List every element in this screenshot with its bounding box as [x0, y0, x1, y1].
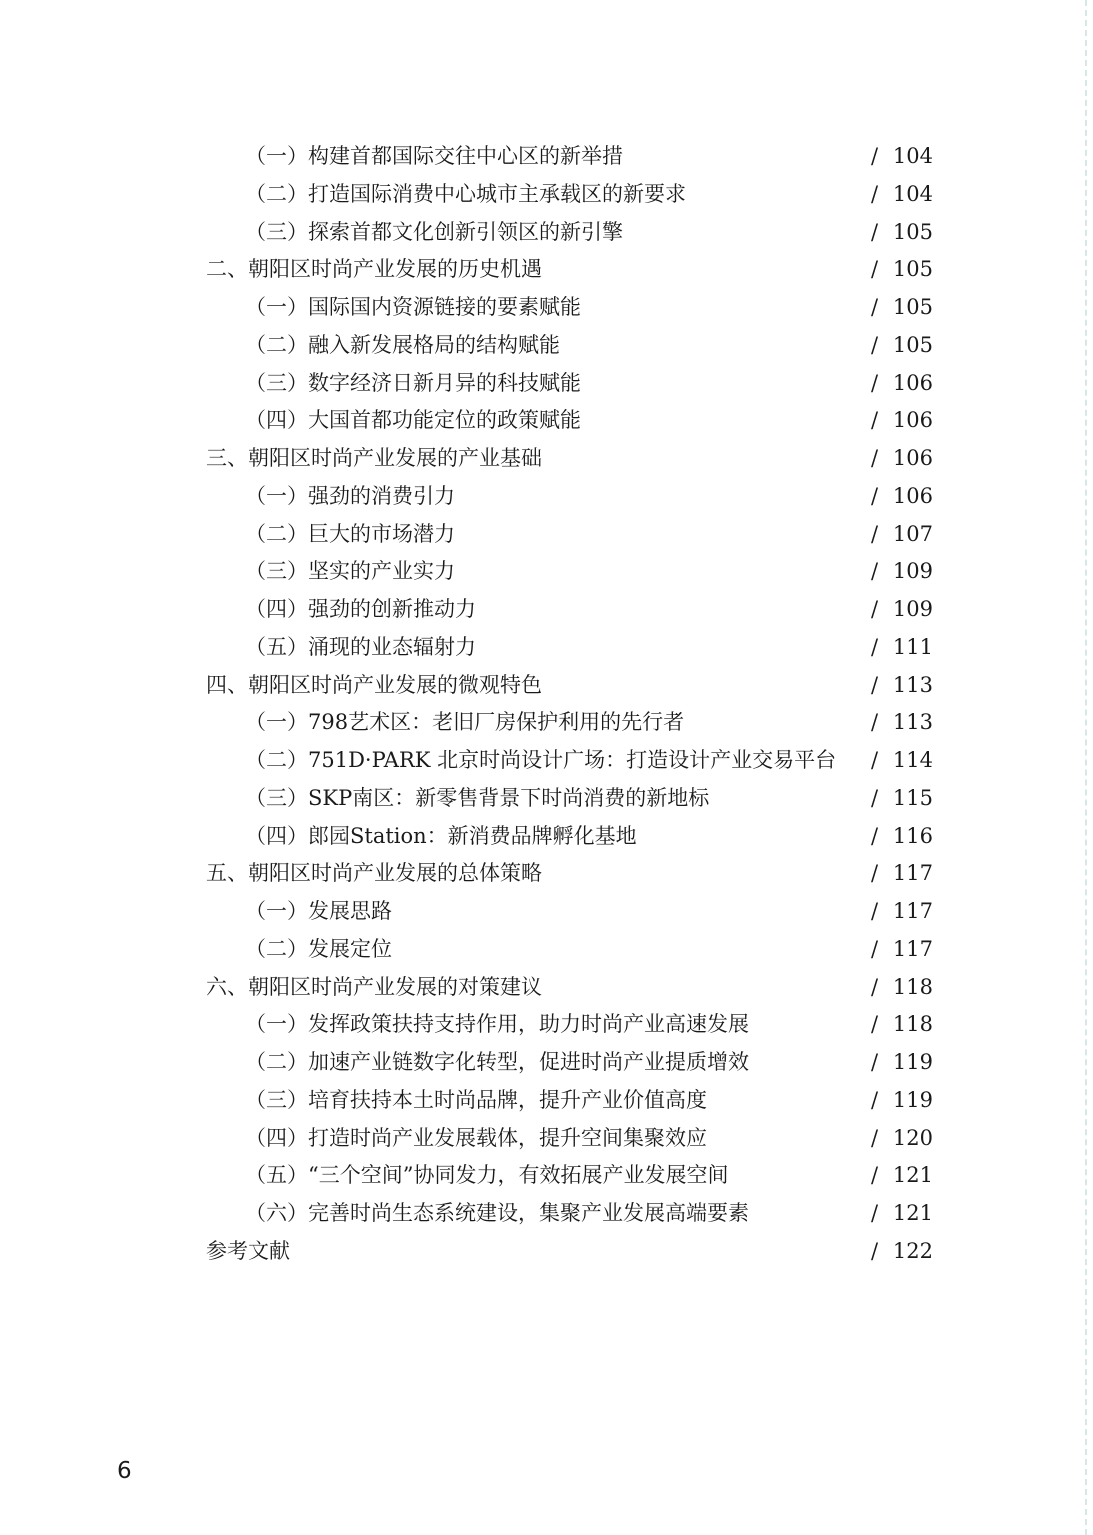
toc-entry-page: 120 [892, 1125, 933, 1150]
toc-separator: / [871, 634, 879, 659]
toc-entry-page: 107 [892, 521, 933, 546]
toc-separator: / [871, 332, 879, 357]
toc-entry-title: （一）国际国内资源链接的要素赋能 [245, 295, 581, 319]
toc-separator: / [871, 1238, 879, 1263]
toc-entry-title: （二）加速产业链数字化转型，促进时尚产业提质增效 [245, 1050, 749, 1074]
toc-separator: / [871, 785, 879, 810]
toc-entry-page: 117 [892, 861, 933, 886]
toc-separator: / [871, 559, 879, 584]
toc-entry-page: 105 [892, 257, 933, 282]
toc-entry-title: （三）坚实的产业实力 [245, 559, 455, 584]
toc-entry-title: （四）大国首都功能定位的政策赋能 [245, 408, 581, 433]
toc-subsection-entry [0, 818, 1093, 856]
toc-entry-title: （三）培育扶持本土时尚品牌，提升产业价值高度 [245, 1087, 707, 1112]
toc-subsection-entry [0, 1006, 1093, 1044]
toc-entry-title: （六）完善时尚生态系统建设，集聚产业发展高端要素 [245, 1201, 749, 1225]
toc-separator: / [871, 974, 879, 999]
toc-entry-page: 121 [892, 1201, 933, 1225]
toc-entry-title: （四）打造时尚产业发展载体，提升空间集聚效应 [245, 1125, 707, 1150]
toc-entry-page: 106 [892, 483, 933, 508]
toc-separator: / [871, 446, 879, 470]
toc-entry-page: 105 [892, 332, 933, 357]
toc-separator: / [871, 936, 879, 961]
toc-separator: / [871, 408, 879, 433]
toc-entry-title: 四、朝阳区时尚产业发展的微观特色 [206, 672, 542, 697]
toc-separator: / [871, 521, 879, 546]
toc-separator: / [871, 219, 879, 244]
toc-section-entry [0, 1233, 1093, 1271]
toc-subsection-entry [0, 742, 1093, 780]
toc-section-entry [0, 969, 1093, 1007]
toc-subsection-entry [0, 629, 1093, 667]
toc-entry-page: 119 [892, 1087, 933, 1112]
toc-entry-title: 二、朝阳区时尚产业发展的历史机遇 [206, 257, 542, 282]
toc-entry-page: 118 [892, 1012, 933, 1037]
toc-subsection-entry [0, 1044, 1093, 1082]
toc-subsection-entry [0, 289, 1093, 327]
toc-entry-page: 106 [892, 446, 933, 470]
toc-entry-title: （三）SKP南区：新零售背景下时尚消费的新地标 [245, 785, 710, 810]
toc-entry-page: 122 [892, 1238, 933, 1263]
toc-entry-page: 109 [892, 559, 933, 584]
toc-entry-title: 参考文献 [206, 1238, 290, 1263]
toc-entry-title: （一）强劲的消费引力 [245, 483, 455, 508]
toc-entry-page: 118 [892, 974, 933, 999]
toc-entry-title: （四）郎园Station：新消费品牌孵化基地 [245, 823, 637, 848]
toc-entry-title: （二）融入新发展格局的结构赋能 [245, 332, 560, 357]
toc-entry-title: （一）798艺术区：老旧厂房保护利用的先行者 [245, 710, 685, 735]
toc-subsection-entry [0, 931, 1093, 969]
toc-entry-page: 109 [892, 597, 933, 621]
toc-entry-title: （二）打造国际消费中心城市主承载区的新要求 [245, 181, 686, 206]
toc-separator: / [871, 597, 879, 621]
toc-section-entry [0, 251, 1093, 289]
toc-subsection-entry [0, 365, 1093, 403]
toc-subsection-entry [0, 780, 1093, 818]
toc-subsection-entry [0, 553, 1093, 591]
toc-entry-page: 111 [892, 634, 933, 659]
toc-subsection-entry [0, 138, 1093, 176]
toc-subsection-entry [0, 591, 1093, 629]
toc-separator: / [871, 1050, 879, 1074]
toc-entry-page: 119 [892, 1050, 933, 1074]
toc-subsection-entry [0, 516, 1093, 554]
toc-separator: / [871, 181, 879, 206]
toc-subsection-entry [0, 214, 1093, 252]
toc-entry-title: （五）“三个空间”协同发力，有效拓展产业发展空间 [245, 1163, 729, 1188]
toc-separator: / [871, 1012, 879, 1037]
toc-entry-page: 104 [892, 144, 933, 168]
toc-entry-page: 106 [892, 370, 933, 395]
toc-entry-page: 106 [892, 408, 933, 433]
page-number: 6 [117, 1458, 132, 1484]
toc-entry-page: 105 [892, 219, 933, 244]
toc-section-entry [0, 440, 1093, 478]
toc-subsection-entry [0, 478, 1093, 516]
toc-entry-page: 115 [892, 785, 933, 810]
toc-subsection-entry [0, 176, 1093, 214]
toc-separator: / [871, 748, 879, 772]
toc-entry-page: 114 [892, 748, 933, 772]
toc-entry-title: （三）数字经济日新月异的科技赋能 [245, 370, 581, 395]
toc-section-entry [0, 667, 1093, 705]
toc-entry-title: （一）构建首都国际交往中心区的新举措 [245, 144, 623, 168]
toc-separator: / [871, 899, 879, 923]
toc-subsection-entry [0, 327, 1093, 365]
toc-entry-title: （二）发展定位 [245, 936, 392, 961]
toc-entry-title: 六、朝阳区时尚产业发展的对策建议 [206, 974, 542, 999]
toc-separator: / [871, 1163, 879, 1188]
toc-entry-page: 117 [892, 899, 933, 923]
toc-section-entry [0, 855, 1093, 893]
toc-subsection-entry [0, 704, 1093, 742]
toc-separator: / [871, 861, 879, 886]
toc-separator: / [871, 710, 879, 735]
toc-subsection-entry [0, 893, 1093, 931]
toc-separator: / [871, 823, 879, 848]
toc-separator: / [871, 483, 879, 508]
toc-separator: / [871, 144, 879, 168]
toc-separator: / [871, 295, 879, 319]
toc-subsection-entry [0, 1195, 1093, 1233]
toc-entry-title: （三）探索首都文化创新引领区的新引擎 [245, 219, 623, 244]
toc-entry-title: （一）发展思路 [245, 899, 392, 923]
toc-separator: / [871, 257, 879, 282]
toc-separator: / [871, 370, 879, 395]
toc-subsection-entry [0, 1120, 1093, 1158]
toc-entry-title: （二）巨大的市场潜力 [245, 521, 455, 546]
toc-entry-title: （一）发挥政策扶持支持作用，助力时尚产业高速发展 [245, 1012, 749, 1037]
toc-entry-page: 117 [892, 936, 933, 961]
toc-separator: / [871, 672, 879, 697]
toc-entry-title: （五）涌现的业态辐射力 [245, 634, 476, 659]
toc-separator: / [871, 1201, 879, 1225]
toc-subsection-entry [0, 402, 1093, 440]
toc-entry-page: 105 [892, 295, 933, 319]
toc-entry-title: 三、朝阳区时尚产业发展的产业基础 [206, 446, 542, 470]
toc-subsection-entry [0, 1157, 1093, 1195]
toc-entry-title: 五、朝阳区时尚产业发展的总体策略 [206, 861, 542, 886]
toc-entry-page: 113 [892, 672, 933, 697]
toc-entry-page: 104 [892, 181, 933, 206]
toc-entry-title: （二）751D·PARK 北京时尚设计广场：打造设计产业交易平台 [245, 748, 837, 772]
toc-subsection-entry [0, 1082, 1093, 1120]
toc-entry-page: 121 [892, 1163, 933, 1188]
toc-entry-page: 113 [892, 710, 933, 735]
toc-entry-page: 116 [892, 823, 933, 848]
toc-separator: / [871, 1087, 879, 1112]
toc-separator: / [871, 1125, 879, 1150]
table-of-contents [0, 138, 1093, 1271]
toc-entry-title: （四）强劲的创新推动力 [245, 597, 476, 621]
